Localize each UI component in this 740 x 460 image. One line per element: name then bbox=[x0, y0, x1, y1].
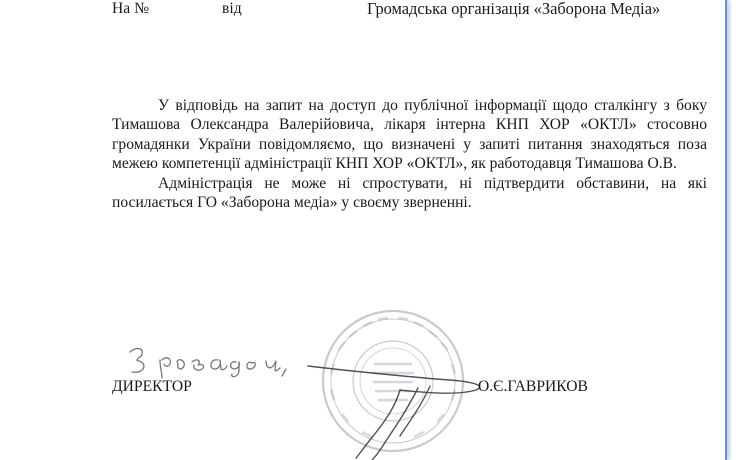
date-label: від bbox=[222, 0, 242, 17]
signatory-name: О.Є.ГАВРИКОВ bbox=[478, 378, 588, 395]
body-paragraph-1: У відповідь на запит на доступ до публічної інформації щодо сталкінгу з боку Тимашова Олександра Валерійовича, лікаря інтерна КНП ХОР «ОКТЛ» стосовно громадянки України повідомляємо, що визначені у запиті питання знаходяться поза межею компетенції адміністрації КНП ХОР «ОКТЛ», як работодавця Тимашова О.В. bbox=[112, 97, 707, 173]
addressee: Громадська організація «Заборона Медіа» bbox=[367, 0, 661, 18]
handwritten-closing-text bbox=[120, 340, 190, 359]
director-signature bbox=[300, 360, 490, 460]
signatory-position: ДИРЕКТОР bbox=[112, 378, 192, 395]
letter-body bbox=[112, 96, 707, 212]
body-paragraph-2: Адміністрація не може ні спростувати, ні підтвердити обставини, на які посилається ГО «Заборона медіа» у своєму зверненні. bbox=[112, 174, 707, 212]
reference-number-label: На № bbox=[112, 0, 149, 17]
